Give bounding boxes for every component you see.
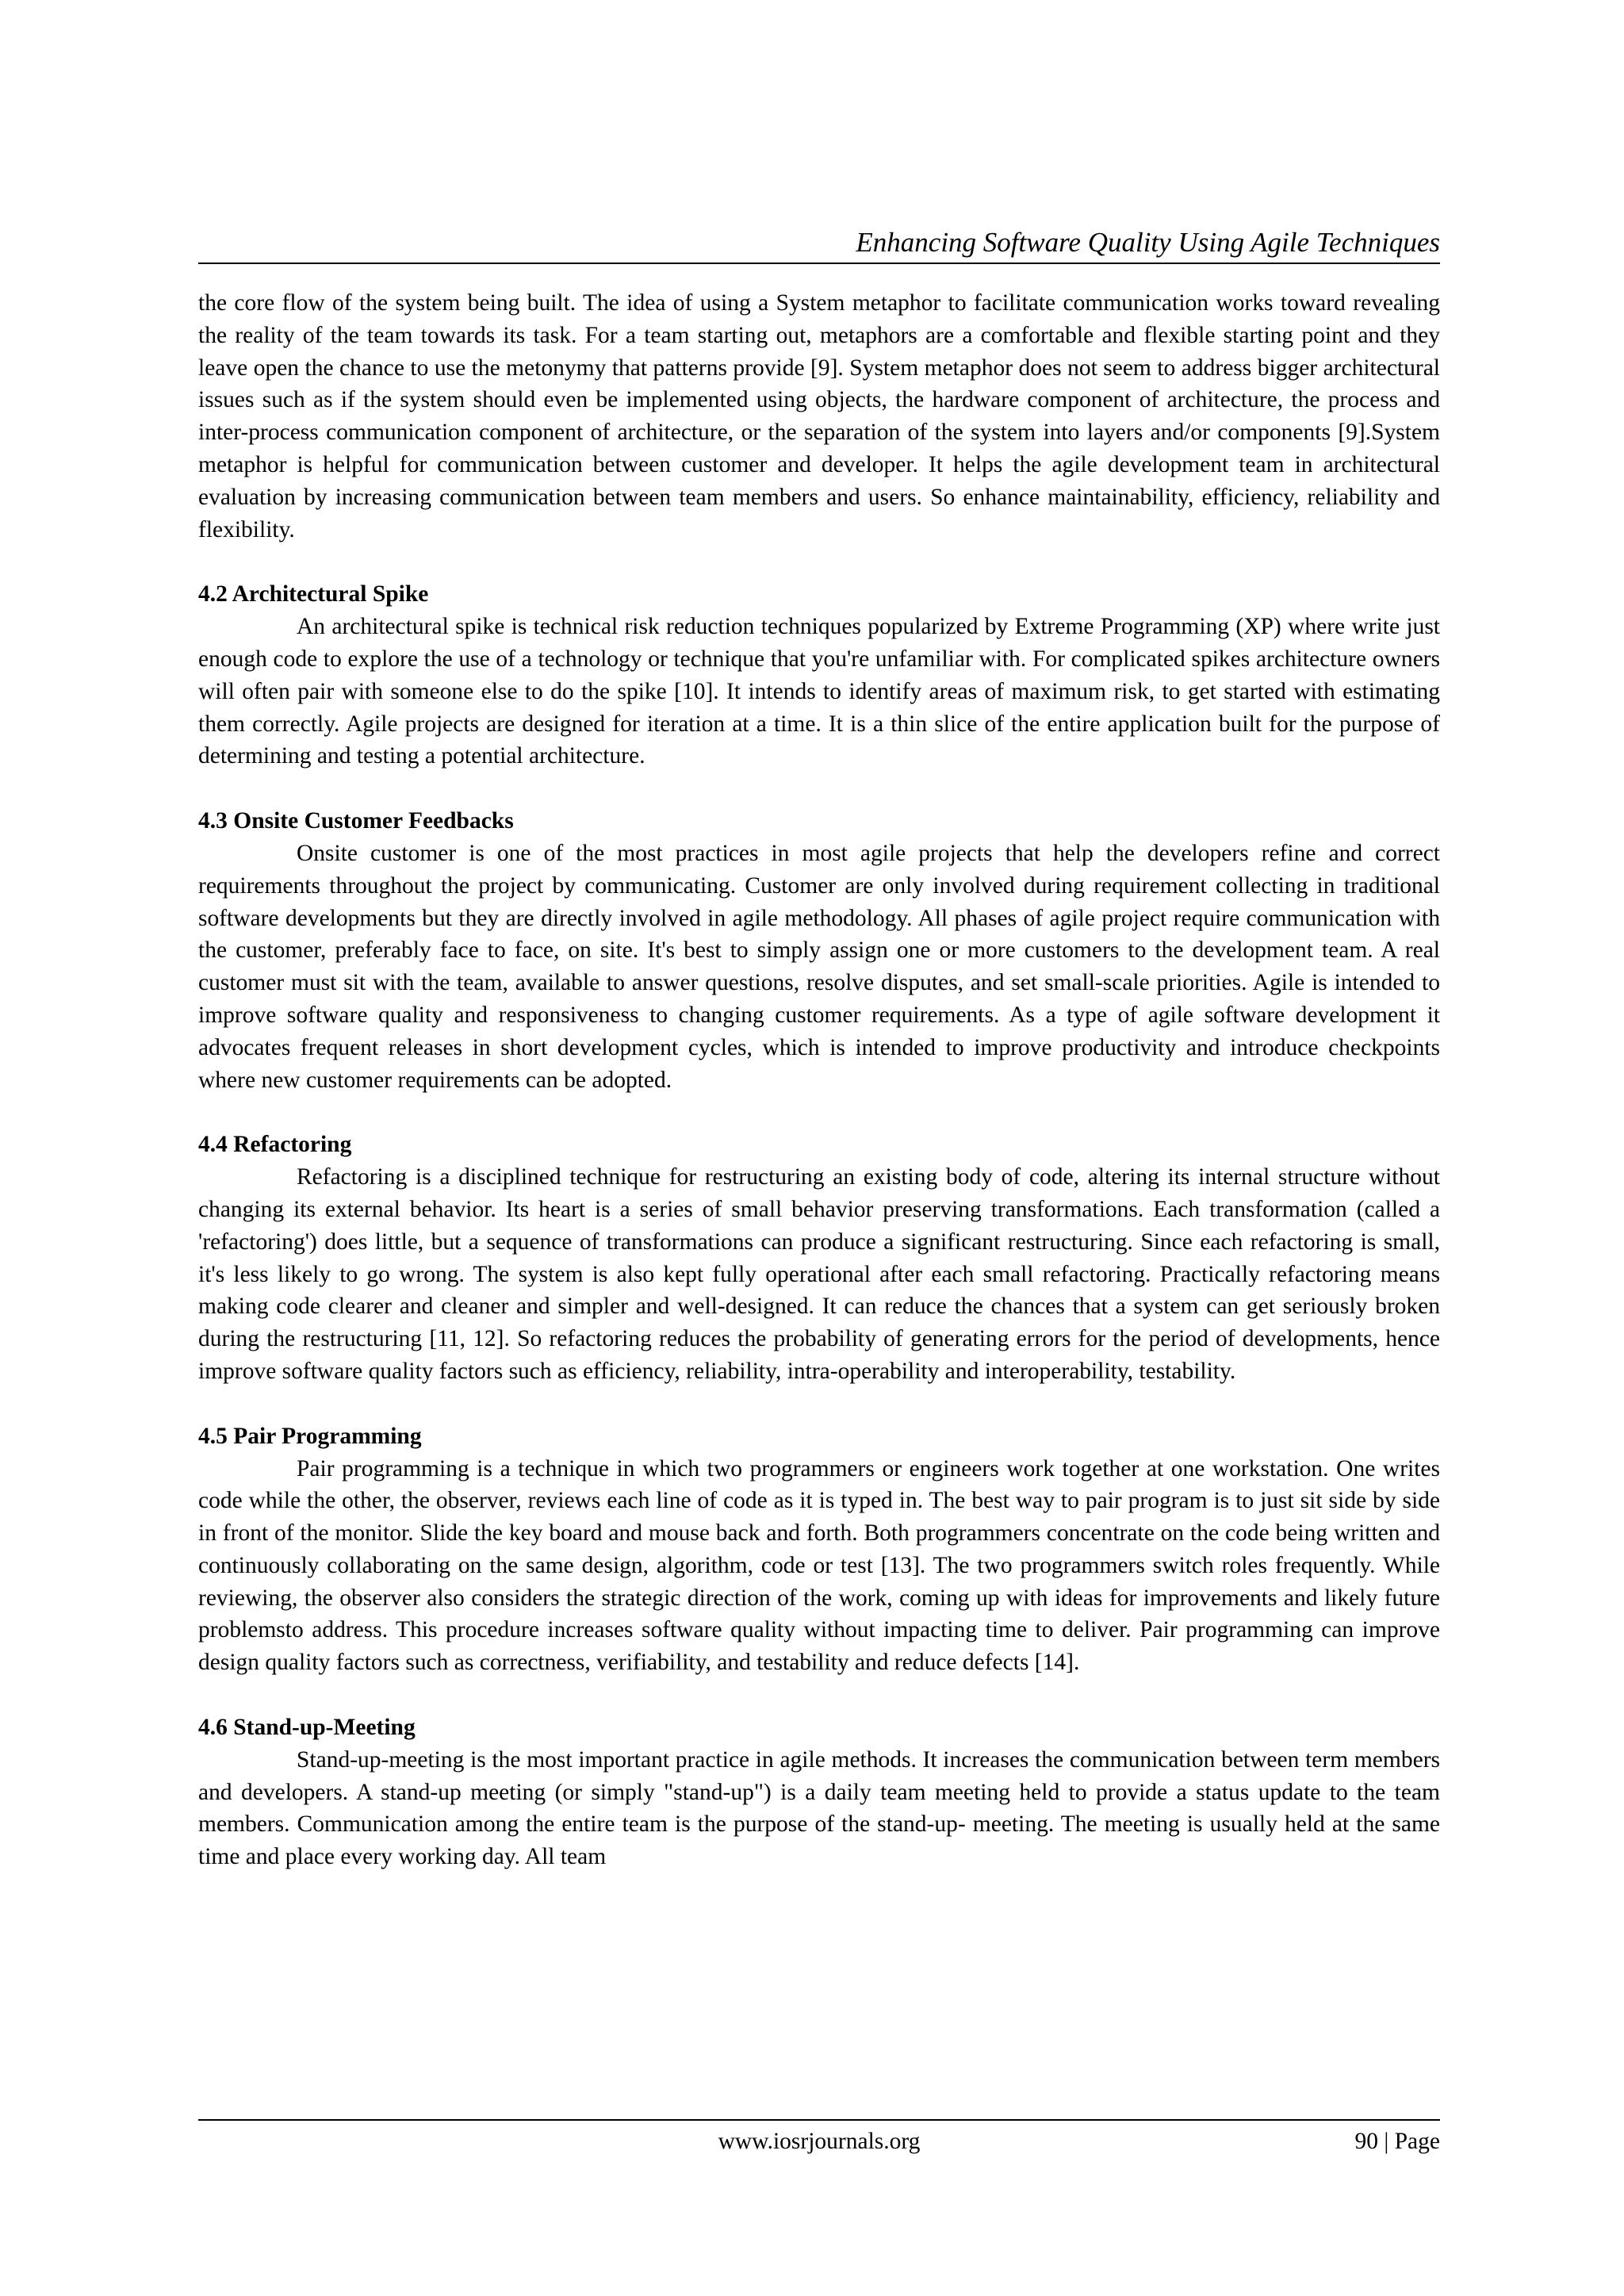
section-architectural-spike: [198, 578, 1440, 772]
section-refactoring: [198, 1129, 1440, 1387]
footer-divider: [198, 2119, 1440, 2121]
section-paragraph: Onsite customer is one of the most practices in most agile projects that help the developers refine and correct requirements throughout the project by communicating. Customer are only involved during requirement collecting in traditional software developments but they are directly involved in agile methodology. All phases of agile project require communication with the customer, preferably face to face, on site. It's best to simply assign one or more customers to the development team. A real customer must sit with the team, available to answer questions, resolve disputes, and set small-scale priorities. Agile is intended to improve software quality and responsiveness to changing customer requirements. As a type of agile software development it advocates frequent releases in short development cycles, which is intended to improve productivity and introduce checkpoints where new customer requirements can be adopted.: [198, 840, 1440, 1093]
section-heading: 4.3 Onsite Customer Feedbacks: [198, 808, 514, 834]
section-onsite-customer-feedbacks: [198, 805, 1440, 1096]
section-paragraph: Pair programming is a technique in which two programmers or engineers work together at one workstation. One writes code while the other, the observer, reviews each line of code as it is typed in. The best way to pair program is to just sit side by side in front of the monitor. Slide the key board and mouse back and forth. Both programmers concentrate on the code being written and continuously collaborating on the same design, algorithm, code or test [13]. The two programmers switch roles frequently. While reviewing, the observer also considers the strategic direction of the work, coming up with ideas for improvements and likely future problemsto address. This procedure increases software quality without impacting time to deliver. Pair programming can improve design quality factors such as correctness, verifiability, and testability and reduce defects [14].: [198, 1455, 1440, 1676]
intro-paragraph: the core flow of the system being built. The idea of using a System metaphor to facilitate communication works toward revealing the reality of the team towards its task. For a team starting out, metaphors are a comfortable and flexible starting point and they leave open the chance to use the metonymy that patterns provide [9]. System metaphor does not seem to address bigger architectural issues such as if the system should even be implemented using objects, the hardware component of architecture, the process and inter-process communication component of architecture, or the separation of the system into layers and/or components [9].System metaphor is helpful for communication between customer and developer. It helps the agile development team in architectural evaluation by increasing communication between team members and users. So enhance maintainability, efficiency, reliability and flexibility.: [198, 290, 1440, 542]
section-paragraph: An architectural spike is technical risk reduction techniques popularized by Extreme Programming (XP) where write just enough code to explore the use of a technology or technique that you're unfamiliar with. For complicated spikes architecture owners will often pair with someone else to do the spike [10]. It intends to identify areas of maximum risk, to get started with estimating them correctly. Agile projects are designed for iteration at a time. It is a thin slice of the entire application built for the purpose of determining and testing a potential architecture.: [198, 614, 1440, 769]
section-heading: 4.2 Architectural Spike: [198, 581, 429, 608]
section-heading: 4.5 Pair Programming: [198, 1423, 422, 1449]
section-stand-up-meeting: [198, 1711, 1440, 1873]
section-heading: 4.6 Stand-up-Meeting: [198, 1715, 416, 1741]
article-body: [198, 287, 1440, 1873]
section-heading: 4.4 Refactoring: [198, 1132, 352, 1158]
section-paragraph: Refactoring is a disciplined technique for restructuring an existing body of code, altering its internal structure without changing its external behavior. Its heart is a series of small behavior preserving transformations. Each transformation (called a 'refactoring') does little, but a sequence of transformations can produce a significant restructuring. Since each refactoring is small, it's less likely to go wrong. The system is also kept fully operational after each small refactoring. Practically refactoring means making code clearer and cleaner and simpler and well-designed. It can reduce the chances that a system can get seriously broken during the restructuring [11, 12]. So refactoring reduces the probability of generating errors for the period of developments, hence improve software quality factors such as efficiency, reliability, intra-operability and interoperability, testability.: [198, 1164, 1440, 1384]
journal-url: www.iosrjournals.org: [718, 2129, 921, 2154]
running-header-title: Enhancing Software Quality Using Agile Techniques: [856, 227, 1440, 258]
section-paragraph: Stand-up-meeting is the most important practice in agile methods. It increases the communication between term members and developers. A stand-up meeting (or simply "stand-up") is a daily team meeting held to provide a status update to the team members. Communication among the entire team is the purpose of the stand-up- meeting. The meeting is usually held at the same time and place every working day. All team: [198, 1746, 1440, 1870]
section-pair-programming: [198, 1420, 1440, 1679]
page-number: 90 | Page: [1354, 2129, 1440, 2154]
header-divider: [198, 263, 1440, 264]
